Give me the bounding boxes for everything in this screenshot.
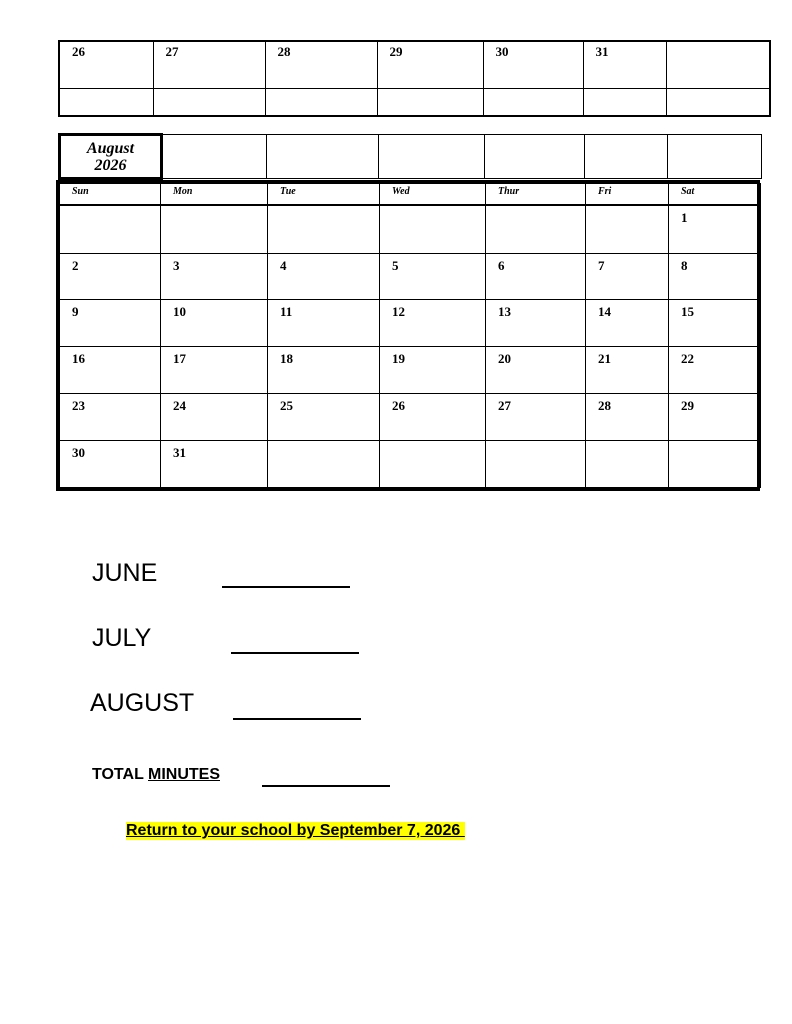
total-minutes-label: [92, 766, 220, 784]
day-number: [161, 206, 267, 210]
day-number: 12: [392, 304, 405, 320]
day-cell: [161, 205, 268, 253]
day-cell: [268, 205, 380, 253]
day-number: [268, 441, 379, 445]
weekday-label: Mon: [173, 186, 193, 197]
calendar-week-row: [60, 394, 761, 441]
month-year: 2026: [94, 156, 127, 174]
day-cell: [60, 394, 161, 441]
june-label: JUNE: [92, 559, 158, 587]
day-cell: [60, 441, 161, 488]
calendar-blank-row: [59, 88, 770, 116]
day-cell: [60, 253, 161, 300]
day-cell: [268, 347, 380, 394]
day-cell: [161, 300, 268, 347]
day-number: 4: [280, 257, 287, 273]
day-cell: [586, 205, 669, 253]
day-number: 17: [173, 351, 186, 367]
day-number: 10: [173, 304, 186, 320]
day-cell: [669, 300, 761, 347]
weekday-label: Fri: [598, 186, 612, 197]
day-number: 31: [173, 445, 186, 461]
weekday-header-row: [60, 184, 761, 206]
weekday-label: Sat: [681, 186, 695, 197]
july-minutes-blank: [231, 652, 359, 654]
day-number: [667, 42, 770, 44]
day-number: [486, 206, 585, 210]
day-cell: [486, 441, 586, 488]
day-number: 29: [389, 44, 403, 59]
total-minutes-word: MINUTES: [148, 766, 220, 783]
day-cell: [586, 441, 669, 488]
day-number: 31: [595, 44, 609, 59]
day-cell: [583, 41, 666, 88]
day-number: [586, 441, 668, 445]
day-number: 20: [498, 351, 511, 367]
august-header-row: [58, 133, 760, 180]
day-number: [669, 441, 760, 445]
calendar-week-row: [60, 347, 761, 394]
day-number: 28: [277, 44, 291, 59]
august-calendar-grid: [56, 180, 760, 491]
day-cell: [666, 41, 770, 88]
day-number: 30: [495, 44, 509, 59]
day-number: [380, 441, 485, 445]
weekday-cell: [161, 184, 268, 206]
june-minutes-blank: [222, 586, 350, 588]
day-cell: [380, 253, 486, 300]
day-number: 26: [392, 398, 405, 414]
weekday-cell: [268, 184, 380, 206]
day-cell: [669, 253, 761, 300]
day-cell: [486, 205, 586, 253]
return-deadline-note: Return to your school by September 7, 2026: [126, 822, 465, 839]
day-cell: [586, 300, 669, 347]
day-number: 8: [681, 257, 688, 273]
day-cell: [486, 253, 586, 300]
weekday-label: Tue: [280, 186, 296, 197]
day-cell: [586, 347, 669, 394]
day-number: [586, 206, 668, 210]
day-cell: [586, 253, 669, 300]
august-label: AUGUST: [90, 689, 195, 717]
day-number: 5: [392, 257, 399, 273]
weekday-label: Wed: [392, 186, 410, 197]
day-number: 30: [72, 445, 85, 461]
weekday-cell: [586, 184, 669, 206]
day-cell: [586, 394, 669, 441]
day-number: 27: [498, 398, 511, 414]
day-number: 24: [173, 398, 186, 414]
day-number: 21: [598, 351, 611, 367]
day-number: 3: [173, 257, 180, 273]
day-number: 22: [681, 351, 694, 367]
day-cell: [380, 347, 486, 394]
day-cell: [268, 300, 380, 347]
day-number: 1: [681, 210, 688, 225]
day-cell: [265, 41, 377, 88]
day-cell: [669, 441, 761, 488]
day-number: 6: [498, 257, 505, 273]
day-number: 13: [498, 304, 511, 320]
august-minutes-blank: [233, 718, 361, 720]
weekday-cell: [669, 184, 761, 206]
day-cell: [669, 394, 761, 441]
calendar-week-row: [59, 41, 770, 88]
day-number: 26: [72, 44, 85, 59]
weekday-cell: [380, 184, 486, 206]
day-number: [60, 206, 160, 210]
day-cell: [161, 394, 268, 441]
day-number: 16: [72, 351, 85, 367]
weekday-cell: [486, 184, 586, 206]
total-minutes-blank: [262, 785, 390, 787]
month-name: August: [86, 139, 135, 157]
calendar-week-row: [60, 253, 761, 300]
day-number: [268, 206, 379, 210]
day-cell: [60, 347, 161, 394]
july-label: JULY: [92, 624, 152, 652]
day-number: 23: [72, 398, 85, 414]
day-cell: [486, 300, 586, 347]
day-number: 18: [280, 351, 293, 367]
day-number: [486, 441, 585, 445]
day-number: 29: [681, 398, 694, 414]
calendar-week-row: [60, 300, 761, 347]
day-cell: [161, 253, 268, 300]
day-number: 28: [598, 398, 611, 414]
day-number: 7: [598, 257, 605, 273]
total-prefix: TOTAL: [92, 766, 148, 783]
day-cell: [268, 253, 380, 300]
month-title-cell: [60, 135, 162, 179]
day-number: 14: [598, 304, 611, 320]
day-number: 2: [72, 257, 79, 273]
calendar-week-row: [60, 441, 761, 488]
day-cell: [60, 205, 161, 253]
day-cell: [380, 300, 486, 347]
day-cell: [669, 347, 761, 394]
weekday-label: Sun: [72, 186, 89, 197]
day-cell: [669, 205, 761, 253]
calendar-week-row: [60, 205, 761, 253]
day-cell: [486, 347, 586, 394]
day-cell: [380, 394, 486, 441]
day-cell: [268, 441, 380, 488]
july-calendar-tail: [58, 40, 771, 117]
day-number: 25: [280, 398, 293, 414]
day-number: 27: [165, 44, 179, 59]
day-number: 9: [72, 304, 79, 320]
day-cell: [161, 441, 268, 488]
day-number: 19: [392, 351, 405, 367]
day-cell: [59, 41, 153, 88]
day-cell: [380, 441, 486, 488]
day-number: 15: [681, 304, 694, 320]
day-cell: [60, 300, 161, 347]
day-cell: [153, 41, 265, 88]
day-cell: [380, 205, 486, 253]
day-cell: [161, 347, 268, 394]
day-cell: [483, 41, 583, 88]
day-cell: [268, 394, 380, 441]
day-number: [380, 206, 485, 210]
weekday-label: Thur: [498, 186, 520, 197]
weekday-cell: [60, 184, 161, 206]
day-number: 11: [280, 304, 293, 320]
day-cell: [377, 41, 483, 88]
day-cell: [486, 394, 586, 441]
